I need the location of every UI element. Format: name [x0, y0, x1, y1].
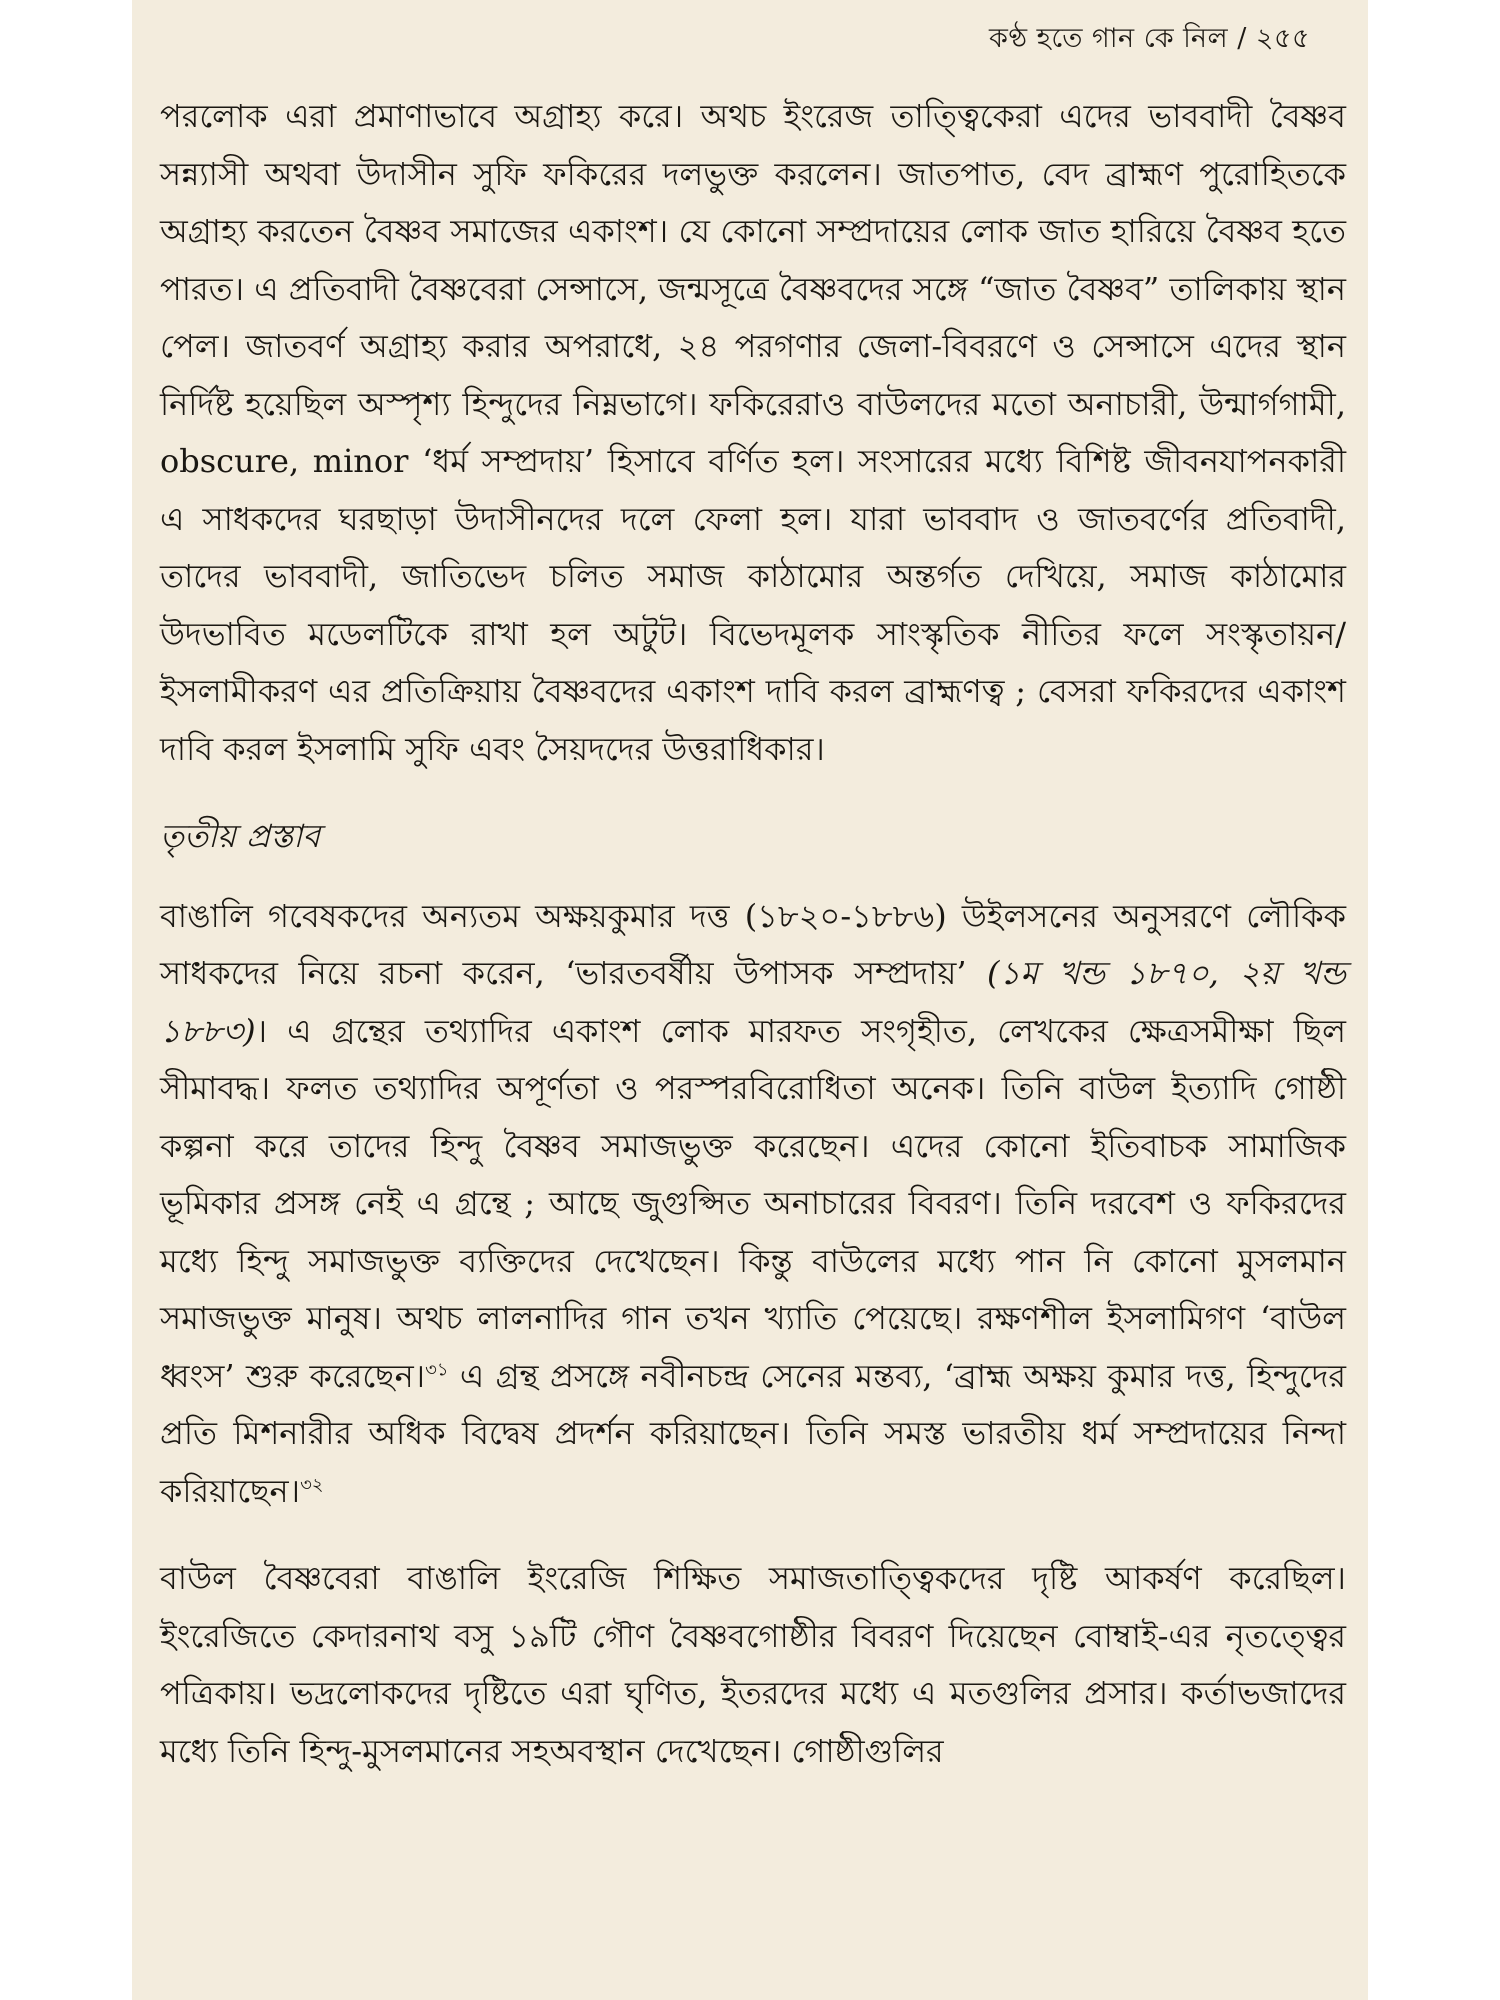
book-page: [132, 0, 1368, 2000]
footnote-ref-32: ৩২: [300, 1473, 324, 1495]
paragraph-2-italic: (১ম খন্ড ১৮৭০, ২য় খন্ড ১৮৮৩): [160, 954, 1346, 1050]
section-heading: তৃতীয় প্রস্তাব: [160, 817, 321, 855]
body-text: [160, 88, 1346, 1780]
paragraph-2-text-b: । এ গ্রন্থের তথ্যাদির একাংশ লোক মারফত সংগৃহীত, লেখকের ক্ষেত্রসমীক্ষা ছিল সীমাবদ্ধ। ফলত তথ্যাদির অপূর্ণতা ও পরস্পরবিরোধিতা অনেক। তিনি বাউল ইত্যাদি গোষ্ঠী কল্পনা করে তাদের হিন্দু বৈষ্ণব সমাজভুক্ত করেছেন। এদের কোনো ইতিবাচক সামাজিক ভূমিকার প্রসঙ্গ নেই এ গ্রন্থে ; আছে জুগুপ্সিত অনাচারের বিবরণ। তিনি দরবেশ ও ফকিরদের মধ্যে হিন্দু সমাজভুক্ত ব্যক্তিদের দেখেছেন। কিন্তু বাউলের মধ্যে পান নি কোনো মুসলমান সমাজভুক্ত মানুষ। অথচ লালনাদির গান তখন খ্যাতি পেয়েছে। রক্ষণশীল ইসলামিগণ ‘বাউল ধ্বংস’ শুরু করেছেন।: [160, 1011, 1346, 1395]
running-head: কণ্ঠ হতে গান কে নিল / ২৫৫: [988, 23, 1310, 54]
paragraph-3: বাউল বৈষ্ণবেরা বাঙালি ইংরেজি শিক্ষিত সমাজতাত্ত্বিকদের দৃষ্টি আকর্ষণ করেছিল। ইংরেজিতে কেদারনাথ বসু ১৯টি গৌণ বৈষ্ণবগোষ্ঠীর বিবরণ দিয়েছেন বোম্বাই-এর নৃতত্ত্বের পত্রিকায়। ভদ্রলোকদের দৃষ্টিতে এরা ঘৃণিত, ইতরদের মধ্যে এ মতগুলির প্রসার। কর্তাভজাদের মধ্যে তিনি হিন্দু-মুসলমানের সহঅবস্থান দেখেছেন। গোষ্ঠীগুলির: [160, 1559, 1347, 1770]
paragraph-2: [160, 888, 1346, 1521]
paragraph-1: পরলোক এরা প্রমাণাভাবে অগ্রাহ্য করে। অথচ ইংরেজ তাত্ত্বিকেরা এদের ভাববাদী বৈষ্ণব সন্ন্যাসী অথবা উদাসীন সুফি ফকিরের দলভুক্ত করলেন। জাতপাত, বেদ ব্রাহ্মণ পুরোহিতকে অগ্রাহ্য করতেন বৈষ্ণব সমাজের একাংশ। যে কোনো সম্প্রদায়ের লোক জাত হারিয়ে বৈষ্ণব হতে পারত। এ প্রতিবাদী বৈষ্ণবেরা সেন্সাসে, জন্মসূত্রে বৈষ্ণবদের সঙ্গে “জাত বৈষ্ণব” তালিকায় স্থান পেল। জাতবর্ণ অগ্রাহ্য করার অপরাধে, ২৪ পরগণার জেলা-বিবরণে ও সেন্সাসে এদের স্থান নির্দিষ্ট হয়েছিল অস্পৃশ্য হিন্দুদের নিম্নভাগে। ফকিরেরাও বাউলদের মতো অনাচারী, উন্মার্গগামী, obscure, minor ‘ধর্ম সম্প্রদায়’ হিসাবে বর্ণিত হল। সংসারের মধ্যে বিশিষ্ট জীবনযাপনকারী এ সাধকদের ঘরছাড়া উদাসীনদের দলে ফেলা হল। যারা ভাববাদ ও জাতবর্ণের প্রতিবাদী, তাদের ভাববাদী, জাতিভেদ চলিত সমাজ কাঠামোর অন্তর্গত দেখিয়ে, সমাজ কাঠামোর উদভাবিত মডেলটিকে রাখা হল অটুট। বিভেদমূলক সাংস্কৃতিক নীতির ফলে সংস্কৃতায়ন/ইসলামীকরণ এর প্রতিক্রিয়ায় বৈষ্ণবদের একাংশ দাবি করল ব্রাহ্মণত্ব ; বেসরা ফকিরদের একাংশ দাবি করল ইসলামি সুফি এবং সৈয়দদের উত্তরাধিকার।: [160, 97, 1346, 768]
paragraph-2-text-c: এ গ্রন্থ প্রসঙ্গে নবীনচন্দ্র সেনের মন্তব্য, ‘ব্রাহ্ম অক্ষয় কুমার দত্ত, হিন্দুদের প্রতি মিশনারীর অধিক বিদ্বেষ প্রদর্শন করিয়াছেন। তিনি সমস্ত ভারতীয় ধর্ম সম্প্রদায়ের নিন্দা করিয়াছেন।: [160, 1356, 1346, 1510]
footnote-ref-31: ৩১: [425, 1358, 449, 1380]
paragraph-2-text-a: বাঙালি গবেষকদের অন্যতম অক্ষয়কুমার দত্ত (১৮২০-১৮৮৬) উইলসনের অনুসরণে লৌকিক সাধকদের নিয়ে রচনা করেন, ‘ভারতবর্ষীয় উপাসক সম্প্রদায়’: [160, 896, 1346, 992]
